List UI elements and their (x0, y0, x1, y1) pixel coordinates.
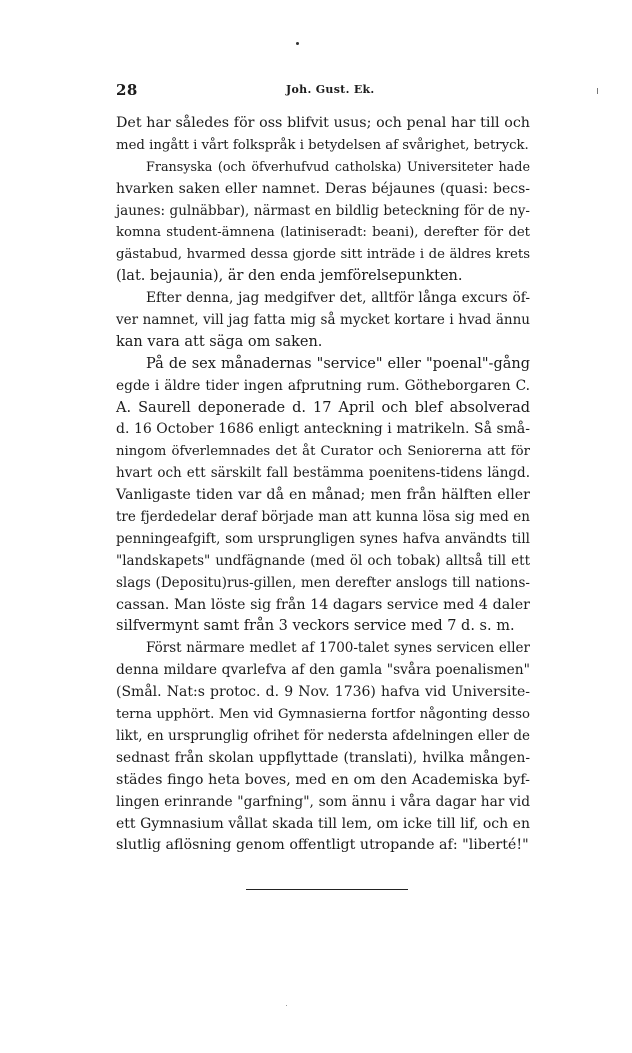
ink-mark (597, 88, 598, 94)
page-header (116, 81, 530, 101)
text-line: penningeafgift, som ursprungligen synes hafva användts till (116, 530, 530, 547)
text-line: tre fjerdedelar deraf började man att kunna lösa sig med en (116, 509, 530, 526)
text-line: "landskapets" undfägnande (med öl och tobak) alltså till ett (116, 552, 530, 569)
text-line: terna upphört. Men vid Gymnasierna fortfor någonting desso (116, 707, 530, 723)
text-line: Efter denna, jag medgifver det, alltför långa excurs öf- (146, 290, 530, 307)
text-line: ver namnet, vill jag fatta mig så mycket kortare i hvad ännu (116, 312, 530, 329)
text-line: (Smål. Nat:s protoc. d. 9 Nov. 1736) hafva vid Universite- (116, 684, 530, 701)
text-line: med ingått i vårt folkspråk i betydelsen af svårighet, betryck. (116, 137, 529, 153)
text-line: kan vara att säga om saken. (116, 333, 323, 350)
running-head: Joh. Gust. Ek. (286, 83, 375, 96)
page-number: 28 (116, 81, 138, 99)
text-line: (lat. bejaunia), är den enda jemförelsepunkten. (116, 268, 463, 285)
text-line: komna student-ämnena (latiniseradt: beani), derefter för det (116, 225, 530, 241)
paper-speck (286, 1005, 287, 1006)
text-line: A. Saurell deponerade d. 17 April och blef absolverad (116, 399, 530, 416)
text-line: Det har således för oss blifvit usus; och penal har till och (116, 115, 530, 131)
text-line: Först närmare medlet af 1700-talet synes servicen eller (146, 640, 530, 657)
text-line: Fransyska (och öfverhufvud catholska) Universiteter hade (146, 159, 530, 175)
text-line: Vanligaste tiden var då en månad; men från hälften eller (116, 487, 530, 504)
text-line: städes fingo heta boves, med en om den Academiska byf- (116, 771, 530, 788)
text-line: ett Gymnasium vållat skada till lem, om icke till lif, och en (116, 815, 530, 832)
text-line: ningom öfverlemnades det åt Curator och Seniorerna att för (116, 444, 530, 460)
text-line: På de sex månadernas "service" eller "poenal"-gång (146, 355, 530, 372)
text-line: hvarken saken eller namnet. Deras béjaunes (quasi: becs- (116, 180, 530, 197)
text-line: egde i äldre tider ingen afprutning rum. Götheborgaren C. (116, 377, 530, 394)
ink-dot (296, 42, 299, 45)
text-line: sednast från skolan uppflyttade (translati), hvilka mången- (116, 749, 530, 766)
text-line: hvart och ett särskilt fall bestämma poenitens-tidens längd. (116, 465, 530, 482)
text-line: slutlig aflösning genom offentligt utropande af: "liberté!" (116, 837, 529, 854)
text-line: gästabud, hvarmed dessa gjorde sitt inträde i de äldres krets (116, 247, 530, 263)
text-line: likt, en ursprunglig ofrihet för nedersta afdelningen eller de (116, 727, 530, 744)
text-line: lingen erinrande "garfning", som ännu i våra dagar har vid (116, 793, 530, 810)
text-line: silfvermynt samt från 3 veckors service med 7 d. s. m. (116, 618, 515, 635)
text-line: slags (Depositu)rus-gillen, men derefter anslogs till nations- (116, 574, 530, 591)
end-rule (246, 889, 408, 890)
text-line: denna mildare qvarlefva af den gamla "svåra poenalismen" (116, 662, 530, 679)
text-line: jaunes: gulnäbbar), närmast en bildlig beteckning för de ny- (116, 202, 530, 219)
body-text (116, 113, 530, 857)
text-line: d. 16 October 1686 enligt anteckning i matrikeln. Så små- (116, 421, 530, 438)
text-line: cassan. Man löste sig från 14 dagars service med 4 daler (116, 596, 530, 613)
